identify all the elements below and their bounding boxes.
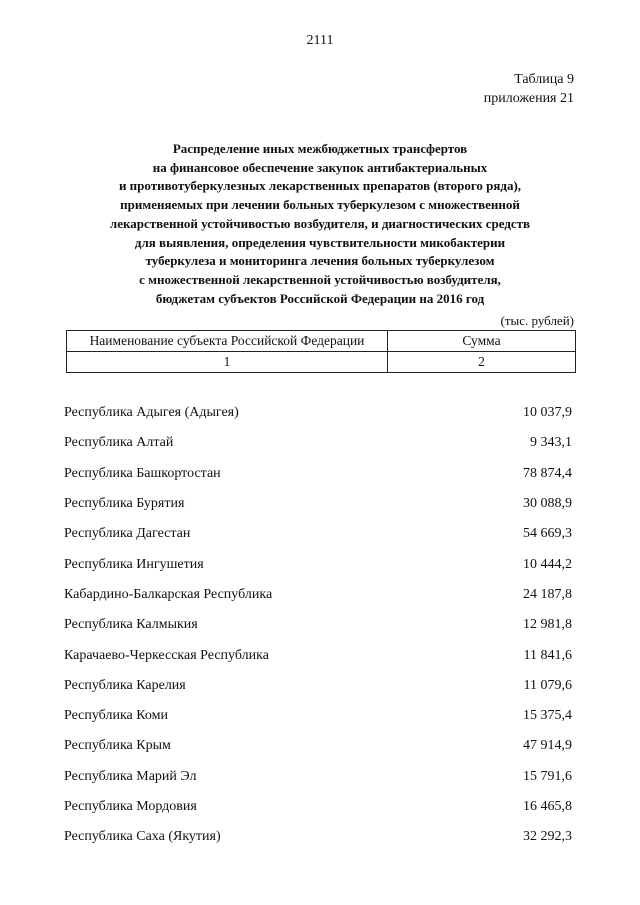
subject-amount: 15 791,6 <box>523 768 572 784</box>
subject-amount: 9 343,1 <box>530 435 572 451</box>
table-number: Таблица 9 <box>514 72 574 87</box>
table-row <box>64 398 572 428</box>
subject-amount: 47 914,9 <box>523 738 572 754</box>
table-row <box>64 701 572 731</box>
subject-amount: 10 444,2 <box>523 556 572 572</box>
header-row <box>67 331 576 352</box>
title-line: для выявления, определения чувствительности микобактерии <box>134 234 506 250</box>
table-row <box>64 459 572 489</box>
subject-amount: 11 079,6 <box>523 677 572 693</box>
subject-name: Республика Карелия <box>64 677 186 693</box>
table-row <box>64 671 572 701</box>
subject-name: Республика Саха (Якутия) <box>64 829 221 845</box>
header-amount: Сумма <box>388 331 576 352</box>
subject-amount: 32 292,3 <box>523 829 572 845</box>
appendix-number: приложения 21 <box>483 91 574 106</box>
title-line: туберкулеза и мониторинга лечения больных туберкулезом <box>145 253 495 269</box>
header-subject: Наименование субъекта Российской Федерации <box>67 331 388 352</box>
title-line: бюджетам субъектов Российской Федерации на 2016 год <box>155 290 485 306</box>
subject-name: Республика Мордовия <box>64 799 197 814</box>
subject-name: Республика Калмыкия <box>64 617 198 633</box>
subject-name: Республика Адыгея (Адыгея) <box>64 405 239 421</box>
subject-name: Республика Алтай <box>64 435 174 451</box>
table-row <box>64 549 572 579</box>
subject-name: Республика Марий Эл <box>64 768 197 784</box>
table-row <box>64 428 572 458</box>
subject-name: Карачаево-Черкесская Республика <box>64 647 269 663</box>
table-row <box>64 580 572 610</box>
subject-amount: 54 669,3 <box>523 526 572 542</box>
title-line: с множественной лекарственной устойчивостью возбудителя, <box>139 271 501 287</box>
subject-amount: 11 841,6 <box>523 647 572 663</box>
table-header <box>66 330 576 373</box>
subject-name: Республика Дагестан <box>64 526 191 542</box>
table-row <box>64 792 572 822</box>
column-number-2: 2 <box>388 352 576 373</box>
subject-amount: 24 187,8 <box>523 586 572 602</box>
column-number-1: 1 <box>67 352 388 373</box>
subject-name: Республика Коми <box>64 708 168 724</box>
subject-amount: 78 874,4 <box>523 465 572 481</box>
column-number-row <box>67 352 576 373</box>
table-body <box>64 398 572 852</box>
units-label: (тыс. рублей) <box>500 313 574 328</box>
subject-name: Республика Башкортостан <box>64 465 221 481</box>
title-line: и противотуберкулезных лекарственных препаратов (второго ряда), <box>118 178 522 194</box>
subject-name: Республика Ингушетия <box>64 556 204 572</box>
title-line: на финансовое обеспечение закупок антибактериальных <box>152 159 488 175</box>
title-line: применяемых при лечении больных туберкулезом с множественной <box>120 197 520 213</box>
table-row <box>64 762 572 792</box>
table-row <box>64 489 572 519</box>
subject-name: Республика Крым <box>64 738 171 754</box>
subject-amount: 15 375,4 <box>523 708 572 724</box>
table-row <box>64 610 572 640</box>
subject-name: Республика Бурятия <box>64 496 185 512</box>
subject-amount: 10 037,9 <box>523 405 572 421</box>
subject-amount: 12 981,8 <box>523 617 572 633</box>
table-row <box>64 731 572 761</box>
document-title <box>60 140 580 308</box>
page-number: 2111 <box>306 33 334 48</box>
table-reference <box>484 70 574 108</box>
table-row <box>64 519 572 549</box>
title-line: лекарственной устойчивостью возбудителя, и диагностических средств <box>109 215 531 231</box>
table-row <box>64 640 572 670</box>
subject-amount: 16 465,8 <box>523 799 572 814</box>
subject-name: Кабардино-Балкарская Республика <box>64 586 273 602</box>
subject-amount: 30 088,9 <box>523 496 572 512</box>
table-row <box>64 822 572 852</box>
title-line: Распределение иных межбюджетных трансфертов <box>172 141 468 156</box>
